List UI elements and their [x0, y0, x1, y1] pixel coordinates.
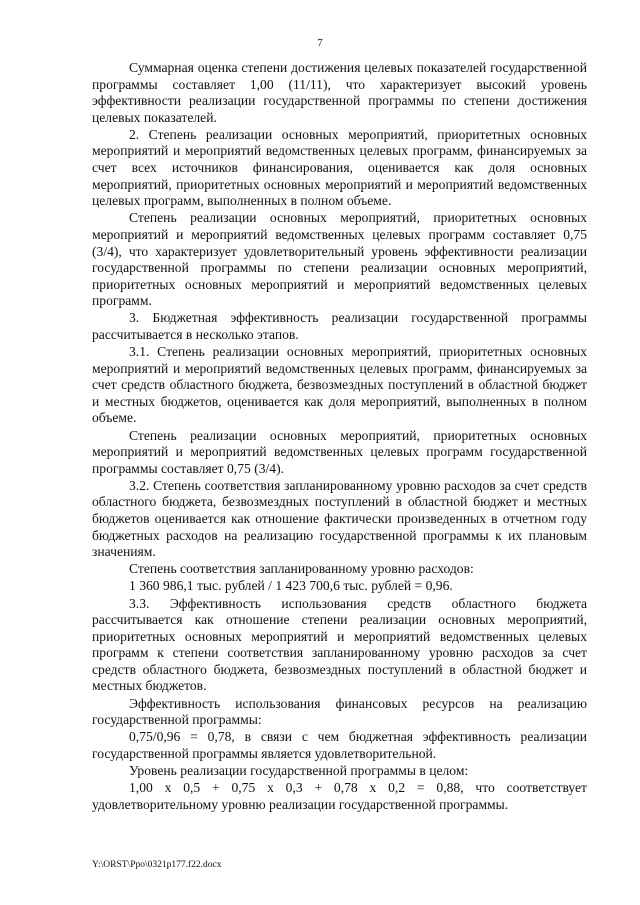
paragraph-overall-level-formula: 1,00 x 0,5 + 0,75 x 0,3 + 0,78 x 0,2 = 0,88, что соответствует удовлетворительному уровню реализации государственной программы. [92, 780, 587, 812]
paragraph-resource-efficiency-label: Эффективность использования финансовых ресурсов на реализацию государственной программы: [92, 695, 587, 728]
paragraph-overall-level-label: Уровень реализации государственной программы в целом: [129, 762, 469, 778]
document-body [92, 60, 587, 813]
paragraph-section-3-1: 3.1. Степень реализации основных мероприятий, приоритетных основных мероприятий и мероприятий ведомственных целевых программ, финансируемых за счет средств областного бюджета, безвозмездных поступлений в областной бюджет и местных бюджетов, оценивается как доля мероприятий, выполненных в полном объеме. [92, 344, 587, 426]
paragraph-section-2: 2. Степень реализации основных мероприятий, приоритетных основных мероприятий и мероприятий ведомственных целевых программ, финансируемых за счет всех источников финансирования, оценивается как доля основных мероприятий, приоритетных основных мероприятий и мероприятий ведомственных целевых программ, выполненных в полном объеме. [92, 126, 587, 209]
footer-file-path: Y:\ORST\Ppo\0321p177.f22.docx [92, 860, 222, 870]
paragraph-section-3-3: 3.3. Эффективность использования средств областного бюджета рассчитывается как отношение степени реализации основных мероприятий, приоритетных основных мероприятий и мероприятий ведомственных целевых программ к степени соответствия запланированному уровню расходов за счет средств областного бюджета, безвозмездных поступлений в областной бюджет и местных бюджетов. [92, 595, 587, 694]
paragraph-section-3-2: 3.2. Степень соответствия запланированному уровню расходов за счет средств областного бюджета, безвозмездных поступлений в областной бюджет и местных бюджетов оценивается как отношение фактически произведенных в отчетном году бюджетных расходов на реализацию государственной программы к их плановым значениям. [92, 477, 587, 560]
paragraph-summary-score: Суммарная оценка степени достижения целевых показателей государственной программы составляет 1,00 (11/11), что характеризует высокий уровень эффективности реализации государственной программы по степени достижения целевых показателей. [92, 60, 587, 125]
page-number: 7 [317, 37, 323, 49]
paragraph-expense-compliance-label: Степень соответствия запланированному уровню расходов: [129, 561, 474, 577]
paragraph-section-2-result: Степень реализации основных мероприятий, приоритетных основных мероприятий и мероприятий ведомственных целевых программ составляет 0,75 (3/4), что характеризует удовлетворительный уровень эффективности реализации государственной программы по степени реализации основных мероприятий, приоритетных основных мероприятий и мероприятий ведомственных целевых программ. [92, 210, 587, 309]
paragraph-section-3: 3. Бюджетная эффективность реализации государственной программы рассчитывается в несколько этапов. [92, 310, 587, 342]
paragraph-expense-compliance-formula: 1 360 986,1 тыс. рублей / 1 423 700,6 тыс. рублей = 0,96. [129, 578, 453, 594]
paragraph-resource-efficiency-formula: 0,75/0,96 = 0,78, в связи с чем бюджетная эффективность реализации государственной программы является удовлетворительной. [92, 729, 587, 761]
paragraph-section-3-1-result: Степень реализации основных мероприятий, приоритетных основных мероприятий и мероприятий ведомственных целевых программ государственной программы составляет 0,75 (3/4). [92, 427, 587, 476]
